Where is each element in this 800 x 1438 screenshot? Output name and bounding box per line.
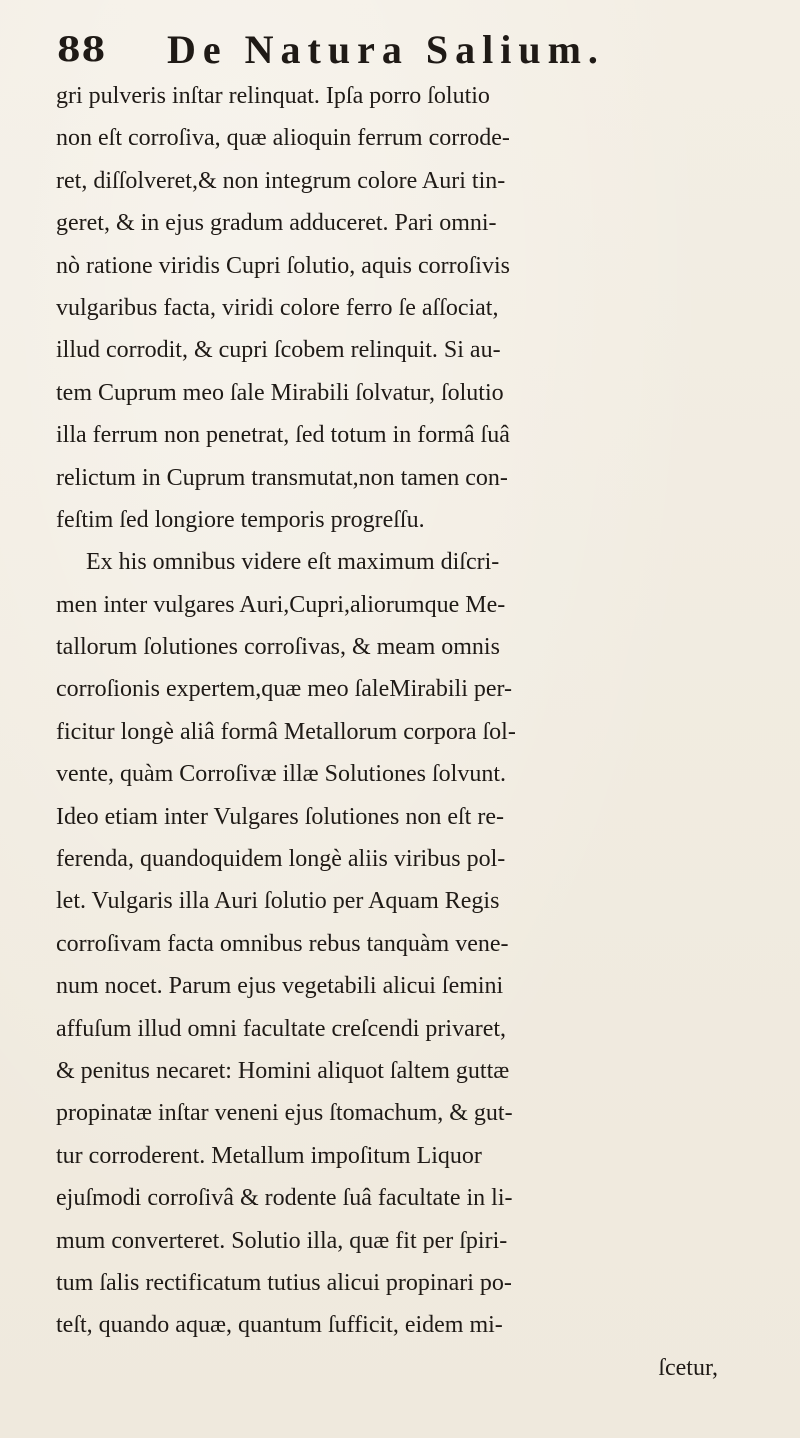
body-text (56, 75, 766, 1389)
text-line: teſt, quando aquæ, quantum ſufficit, eidem mi- (56, 1312, 503, 1339)
text-line: num nocet. Parum ejus vegetabili alicui ſemini (56, 973, 504, 1000)
text-line: geret, & in ejus gradum adduceret. Pari omni- (56, 210, 497, 237)
paragraph-first-line: Ex his omnibus videre eſt maximum diſcri- (86, 549, 500, 576)
text-line: ficitur longè aliâ formâ Metallorum corpora ſol- (56, 718, 516, 745)
text-line: nò ratione viridis Cupri ſolutio, aquis corroſivis (56, 252, 510, 279)
text-line: propinatæ inſtar veneni ejus ſtomachum, & gut- (56, 1100, 513, 1127)
text-line: & penitus necaret: Homini aliquot ſaltem guttæ (56, 1057, 510, 1084)
running-title: De Natura Salium. (167, 27, 605, 72)
text-line: tallorum ſolutiones corroſivas, & meam omnis (56, 634, 500, 661)
text-line: ferenda, quandoquidem longè aliis viribus pol- (56, 846, 506, 873)
text-line: illud corrodit, & cupri ſcobem relinquit. Si au- (56, 337, 501, 364)
text-line: tum ſalis rectificatum tutius alicui propinari po- (56, 1269, 512, 1296)
text-line: vulgaribus facta, viridi colore ferro ſe aſſociat, (56, 294, 499, 321)
text-line: feſtim ſed longiore temporis progreſſu. (56, 506, 425, 533)
text-line: corroſivam facta omnibus rebus tanquàm vene- (56, 930, 509, 957)
text-line: vente, quàm Corroſivæ illæ Solutiones ſolvunt. (56, 761, 506, 788)
text-line: relictum in Cuprum transmutat,non tamen con- (56, 464, 508, 491)
text-line: tur corroderent. Metallum impoſitum Liquor (56, 1142, 482, 1169)
catchword: ſcetur, (658, 1354, 718, 1381)
text-line: ejuſmodi corroſivâ & rodente ſuâ facultate in li- (56, 1185, 513, 1212)
text-line: illa ferrum non penetrat, ſed totum in formâ ſuâ (56, 422, 510, 449)
text-line: Ideo etiam inter Vulgares ſolutiones non eſt re- (56, 803, 504, 830)
text-line: ret, diſſolveret,& non integrum colore Auri tin- (56, 167, 506, 194)
text-line: corroſionis expertem,quæ meo ſaleMirabili per- (56, 676, 513, 703)
text-line: let. Vulgaris illa Auri ſolutio per Aquam Regis (56, 888, 500, 915)
text-line: affuſum illud omni facultate creſcendi privaret, (56, 1015, 507, 1042)
text-line: gri pulveris inſtar relinquat. Ipſa porro ſolutio (56, 83, 490, 109)
page-header (57, 24, 757, 74)
text-line: non eſt corroſiva, quæ alioquin ferrum corrode- (56, 125, 510, 152)
page-number: 88 (57, 30, 107, 70)
text-line: mum converteret. Solutio illa, quæ fit per ſpiri- (56, 1227, 508, 1254)
text-line: tem Cuprum meo ſale Mirabili ſolvatur, ſolutio (56, 379, 504, 406)
text-line: men inter vulgares Auri,Cupri,aliorumque Me- (56, 591, 506, 618)
